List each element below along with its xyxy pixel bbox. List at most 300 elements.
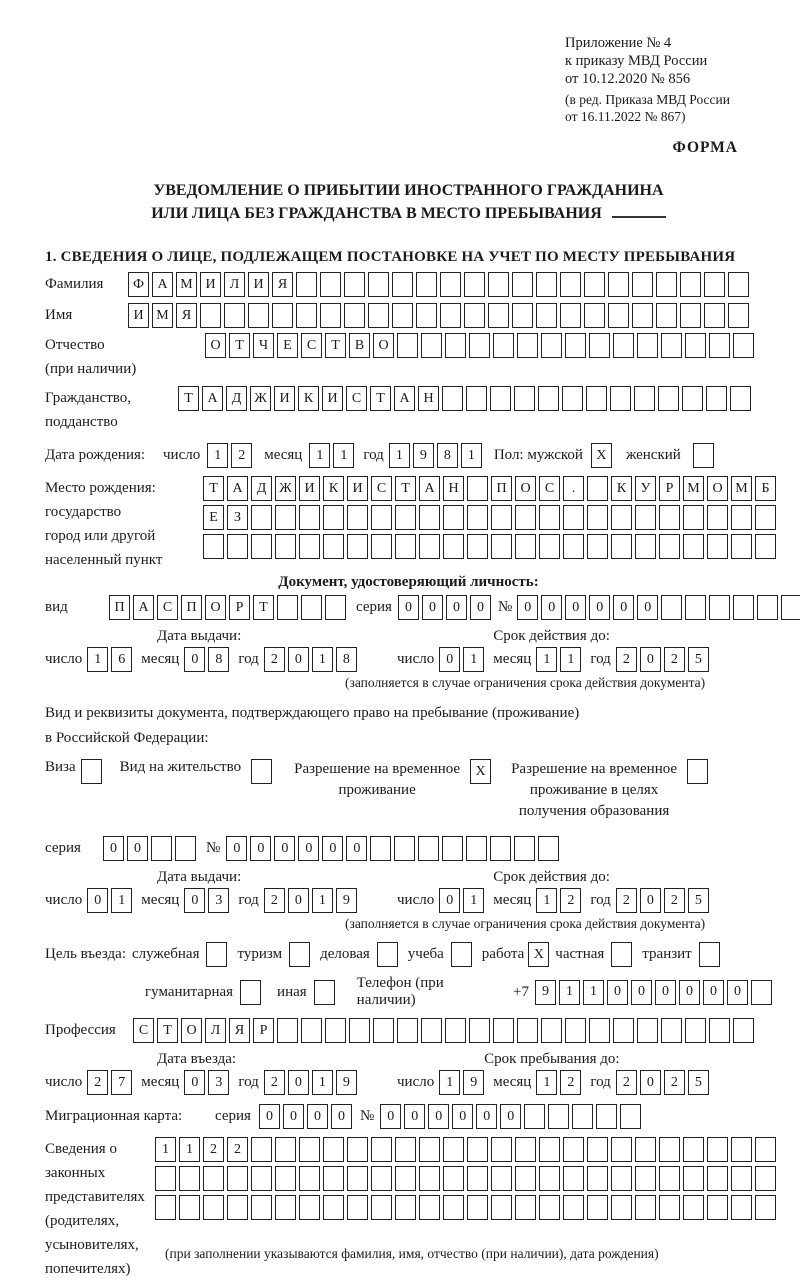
form-cell: Т: [370, 386, 391, 411]
form-cell: И: [128, 303, 149, 328]
form-cell: [301, 1018, 322, 1043]
form-cell: [370, 836, 391, 861]
form-cell: [371, 1195, 392, 1220]
form-cell: [512, 272, 533, 297]
residence-intro-line2: в Российской Федерации:: [45, 730, 209, 746]
form-cell: 2: [616, 888, 637, 913]
purpose-official-checkbox[interactable]: [206, 942, 227, 967]
purpose-transit-checkbox[interactable]: [699, 942, 720, 967]
form-cell: 0: [288, 1070, 309, 1095]
stay-day[interactable]: [439, 1070, 484, 1095]
form-cell: [685, 333, 706, 358]
form-cell: [395, 505, 416, 530]
residence-intro-line1: Вид и реквизиты документа, подтверждающего право на пребывание (проживание): [45, 705, 580, 721]
form-cell: [325, 1018, 346, 1043]
form-cell: С: [301, 333, 322, 358]
residence-permit-label: Вид на жительство: [119, 759, 242, 775]
birth-place-label-4: населенный пункт: [45, 552, 163, 568]
residence-permit-checkbox[interactable]: [251, 759, 272, 784]
form-cell: 0: [613, 595, 634, 620]
residence-valid-year-label: год: [590, 892, 611, 908]
form-cell: И: [200, 272, 221, 297]
section1-heading: 1. СВЕДЕНИЯ О ЛИЦЕ, ПОДЛЕЖАЩЕМ ПОСТАНОВКЕ НА УЧЕТ ПО МЕСТУ ПРЕБЫВАНИЯ: [45, 249, 736, 265]
reps-row3-cells[interactable]: [155, 1195, 776, 1220]
form-cell: [757, 595, 778, 620]
form-cell: 0: [470, 595, 491, 620]
form-cell: [392, 272, 413, 297]
residence-number-cells[interactable]: [226, 836, 559, 861]
form-cell: [416, 303, 437, 328]
purpose-opt-tourism: туризм: [237, 946, 283, 962]
form-cell: 0: [476, 1104, 497, 1129]
temp-permit-checkbox[interactable]: X: [470, 759, 491, 784]
edu-permit-label-3: получения образования: [518, 803, 670, 819]
residence-issue-day[interactable]: [87, 888, 132, 913]
form-cell: [589, 1018, 610, 1043]
form-cell: [517, 333, 538, 358]
form-cell: [323, 505, 344, 530]
form-cell: [347, 1166, 368, 1191]
reps-label-1: Сведения о: [45, 1141, 117, 1157]
form-cell: [299, 1166, 320, 1191]
form-cell: [248, 303, 269, 328]
form-cell: О: [707, 476, 728, 501]
form-cell: 1: [536, 888, 557, 913]
profession-cells[interactable]: [133, 1018, 754, 1043]
form-cell: [469, 333, 490, 358]
title-blank-line: [612, 204, 666, 218]
form-cell: А: [419, 476, 440, 501]
residence-series-cells[interactable]: [103, 836, 196, 861]
form-cell: 2: [264, 1070, 285, 1095]
form-cell: [203, 1195, 224, 1220]
sex-female-label: женский: [625, 447, 681, 463]
form-cell: [419, 505, 440, 530]
form-cell: [635, 534, 656, 559]
amend-line-2: от 16.11.2022 № 867): [565, 109, 686, 124]
form-cell: [539, 1166, 560, 1191]
profession-label: Профессия: [45, 1022, 116, 1038]
form-cell: [251, 1195, 272, 1220]
residence-options-row: [45, 759, 772, 822]
form-cell: [611, 1166, 632, 1191]
form-cell: [683, 1166, 704, 1191]
form-cell: [224, 303, 245, 328]
purpose-label: Цель въезда:: [45, 946, 126, 962]
form-cell: [611, 534, 632, 559]
stay-day-label: число: [397, 1074, 435, 1090]
ref-line-1: Приложение № 4: [565, 35, 672, 51]
birth-place-row1-cells[interactable]: [203, 476, 776, 501]
form-cell: А: [227, 476, 248, 501]
form-cell: 0: [727, 980, 748, 1005]
form-cell: [227, 1195, 248, 1220]
phone-prefix: +7: [513, 983, 529, 1000]
form-cell: 0: [307, 1104, 328, 1129]
form-cell: [730, 386, 751, 411]
form-cell: [728, 272, 749, 297]
form-cell: А: [152, 272, 173, 297]
form-cell: [371, 1166, 392, 1191]
form-cell: [661, 333, 682, 358]
form-cell: [517, 1018, 538, 1043]
form-cell: [536, 272, 557, 297]
form-cell: Л: [205, 1018, 226, 1043]
form-cell: И: [248, 272, 269, 297]
purpose-humanitarian-checkbox[interactable]: [240, 980, 261, 1005]
form-cell: 2: [264, 647, 285, 672]
form-cell: 2: [664, 647, 685, 672]
doc-number-cells[interactable]: [517, 595, 800, 620]
birth-place-row2-cells[interactable]: [203, 505, 776, 530]
form-cell: [563, 534, 584, 559]
form-cell: [683, 534, 704, 559]
form-cell: [272, 303, 293, 328]
residence-issue-year[interactable]: [264, 888, 357, 913]
form-cell: [347, 534, 368, 559]
form-cell: [296, 303, 317, 328]
purpose-opt-other: иная: [277, 983, 307, 1000]
doc-series-cells[interactable]: [398, 595, 491, 620]
form-cell: С: [371, 476, 392, 501]
form-cell: Р: [229, 595, 250, 620]
residence-valid-year[interactable]: [616, 888, 709, 913]
form-cell: [275, 505, 296, 530]
form-cell: П: [181, 595, 202, 620]
birth-month-cells[interactable]: [309, 443, 354, 468]
form-cell: 0: [404, 1104, 425, 1129]
form-cell: [275, 1166, 296, 1191]
form-cell: 0: [250, 836, 271, 861]
form-cell: И: [347, 476, 368, 501]
identity-issue-day[interactable]: [87, 647, 132, 672]
form-cell: [707, 534, 728, 559]
edu-permit-option: [511, 759, 708, 822]
form-cell: [467, 1195, 488, 1220]
citizenship-label-2: подданство: [45, 414, 118, 430]
form-cell: 2: [560, 888, 581, 913]
form-cell: [731, 1195, 752, 1220]
form-cell: Ж: [250, 386, 271, 411]
form-cell: [397, 333, 418, 358]
edu-permit-checkbox[interactable]: [687, 759, 708, 784]
form-cell: 0: [500, 1104, 521, 1129]
purpose-other-checkbox[interactable]: [314, 980, 335, 1005]
form-cell: [203, 1166, 224, 1191]
form-cell: 0: [298, 836, 319, 861]
birth-day-cells[interactable]: [207, 443, 252, 468]
form-cell: [277, 1018, 298, 1043]
form-cell: Т: [325, 333, 346, 358]
form-cell: Р: [253, 1018, 274, 1043]
form-cell: 1: [155, 1137, 176, 1162]
given-name-row: [45, 303, 772, 328]
given-name-label: Имя: [45, 307, 73, 323]
form-cell: [419, 1195, 440, 1220]
visa-label: Виза: [45, 759, 76, 775]
form-cell: [467, 534, 488, 559]
form-cell: 1: [559, 980, 580, 1005]
identity-valid-month-label: месяц: [493, 651, 532, 667]
residence-valid-day-label: число: [397, 892, 435, 908]
form-cell: [203, 534, 224, 559]
form-cell: [179, 1166, 200, 1191]
entry-dates-head: [45, 1051, 772, 1068]
migration-card-row: [45, 1104, 772, 1129]
form-cell: [445, 333, 466, 358]
form-cell: [755, 1195, 776, 1220]
form-cell: [587, 476, 608, 501]
form-cell: Н: [443, 476, 464, 501]
form-cell: 1: [583, 980, 604, 1005]
purpose-opt-humanitarian: гуманитарная: [145, 983, 234, 1000]
purpose-row: [45, 942, 772, 967]
form-cell: [421, 333, 442, 358]
form-cell: [709, 333, 730, 358]
doc-kind-cells[interactable]: [109, 595, 346, 620]
purpose-tourism-checkbox[interactable]: [289, 942, 310, 967]
form-cell: [536, 303, 557, 328]
form-cell: Ж: [275, 476, 296, 501]
stay-month-label: месяц: [493, 1074, 532, 1090]
form-cell: [539, 534, 560, 559]
form-cell: [493, 1018, 514, 1043]
ref-line-3: от 10.12.2020 № 856: [565, 71, 691, 87]
birth-place-label-1: Место рождения:: [45, 480, 156, 496]
form-cell: [320, 272, 341, 297]
form-cell: [659, 1137, 680, 1162]
identity-valid-month[interactable]: [536, 647, 581, 672]
residence-permit-option: [120, 759, 272, 784]
form-cell: [464, 303, 485, 328]
identity-valid-day[interactable]: [439, 647, 484, 672]
identity-valid-heading: Срок действия до:: [493, 628, 610, 644]
form-cell: [514, 386, 535, 411]
form-cell: С: [157, 595, 178, 620]
form-cell: 1: [461, 443, 482, 468]
residence-series-row: [45, 836, 772, 861]
visa-checkbox[interactable]: [81, 759, 102, 784]
form-cell: [685, 595, 706, 620]
form-cell: [635, 505, 656, 530]
birth-month-label: месяц: [264, 447, 303, 463]
form-cell: [368, 303, 389, 328]
order-reference: [565, 34, 772, 125]
form-cell: [524, 1104, 545, 1129]
form-cell: У: [635, 476, 656, 501]
citizenship-cells[interactable]: [178, 386, 751, 411]
reps-row2-cells[interactable]: [155, 1166, 776, 1191]
sex-male-checkbox[interactable]: X: [591, 443, 612, 468]
form-cell: [227, 1166, 248, 1191]
form-cell: 1: [389, 443, 410, 468]
form-cell: И: [274, 386, 295, 411]
visa-option: [45, 759, 102, 784]
form-cell: [175, 836, 196, 861]
form-cell: 0: [288, 647, 309, 672]
profession-row: [45, 1018, 772, 1043]
form-cell: М: [152, 303, 173, 328]
form-cell: [539, 1137, 560, 1162]
form-cell: [371, 505, 392, 530]
entry-day[interactable]: [87, 1070, 132, 1095]
form-cell: С: [539, 476, 560, 501]
form-cell: 0: [637, 595, 658, 620]
form-cell: [394, 836, 415, 861]
forma-label: ФОРМА: [672, 139, 738, 156]
residence-valid-month[interactable]: [536, 888, 581, 913]
form-cell: 1: [536, 1070, 557, 1095]
form-cell: [682, 386, 703, 411]
reps-note: (при заполнении указываются фамилия, имя, отчество (при наличии), дата рождения): [165, 1246, 659, 1261]
form-cell: [731, 1166, 752, 1191]
form-cell: 7: [111, 1070, 132, 1095]
form-cell: [548, 1104, 569, 1129]
form-cell: [371, 534, 392, 559]
form-cell: О: [373, 333, 394, 358]
purpose-private-checkbox[interactable]: [611, 942, 632, 967]
birth-place-label-2: государство: [45, 504, 122, 520]
form-cell: [467, 1166, 488, 1191]
form-cell: О: [205, 595, 226, 620]
form-cell: [611, 505, 632, 530]
form-cell: И: [322, 386, 343, 411]
form-cell: [512, 303, 533, 328]
entry-year[interactable]: [264, 1070, 357, 1095]
form-cell: 0: [184, 647, 205, 672]
form-cell: Т: [178, 386, 199, 411]
form-cell: 9: [413, 443, 434, 468]
form-cell: Я: [229, 1018, 250, 1043]
identity-issue-year[interactable]: [264, 647, 357, 672]
surname-cells[interactable]: [128, 272, 749, 297]
form-cell: [608, 303, 629, 328]
identity-dates-head: [45, 628, 772, 645]
residence-issue-month[interactable]: [184, 888, 229, 913]
form-cell: 0: [565, 595, 586, 620]
form-cell: А: [202, 386, 223, 411]
ref-line-2: к приказу МВД России: [565, 53, 708, 69]
form-cell: 5: [688, 1070, 709, 1095]
doc-kind-label: вид: [45, 599, 68, 615]
form-cell: [538, 836, 559, 861]
form-cell: 8: [208, 647, 229, 672]
phone-cells[interactable]: [535, 980, 772, 1005]
form-cell: 0: [288, 888, 309, 913]
form-cell: [490, 836, 511, 861]
form-cell: Ч: [253, 333, 274, 358]
purpose-work-checkbox[interactable]: X: [528, 942, 549, 967]
form-cell: [395, 534, 416, 559]
form-cell: Т: [253, 595, 274, 620]
form-cell: [781, 595, 800, 620]
identity-dates-row: [45, 647, 772, 672]
form-cell: [467, 476, 488, 501]
form-cell: [299, 1137, 320, 1162]
form-cell: [613, 333, 634, 358]
sex-female-checkbox[interactable]: [693, 443, 714, 468]
form-cell: [514, 836, 535, 861]
form-cell: [610, 386, 631, 411]
birth-year-cells[interactable]: [389, 443, 482, 468]
stay-month[interactable]: [536, 1070, 581, 1095]
residence-dates-row: [45, 888, 772, 913]
form-cell: [371, 1137, 392, 1162]
given-name-cells[interactable]: [128, 303, 749, 328]
residence-issue-heading: Дата выдачи:: [157, 869, 242, 885]
entry-month[interactable]: [184, 1070, 229, 1095]
form-cell: 2: [616, 647, 637, 672]
form-cell: [155, 1166, 176, 1191]
form-cell: 1: [309, 443, 330, 468]
form-cell: [491, 534, 512, 559]
form-cell: [490, 386, 511, 411]
form-cell: [572, 1104, 593, 1129]
form-cell: 6: [111, 647, 132, 672]
residence-valid-day[interactable]: [439, 888, 484, 913]
form-cell: М: [731, 476, 752, 501]
form-cell: 3: [208, 1070, 229, 1095]
form-cell: Я: [272, 272, 293, 297]
form-cell: [440, 303, 461, 328]
form-cell: [488, 303, 509, 328]
purpose-business-checkbox[interactable]: [377, 942, 398, 967]
form-cell: [637, 333, 658, 358]
form-cell: 9: [336, 888, 357, 913]
form-cell: [731, 1137, 752, 1162]
residence-dates-head: [45, 869, 772, 886]
birth-year-label: год: [363, 447, 384, 463]
purpose-opt-study: учеба: [407, 946, 444, 962]
migration-series-cells[interactable]: [259, 1104, 352, 1129]
identity-valid-year[interactable]: [616, 647, 709, 672]
form-cell: 1: [179, 1137, 200, 1162]
identity-doc-row: [45, 595, 772, 620]
form-cell: [709, 1018, 730, 1043]
form-cell: [323, 1166, 344, 1191]
form-cell: П: [491, 476, 512, 501]
form-cell: [299, 1195, 320, 1220]
purpose-row-2: [45, 975, 772, 1009]
form-cell: [560, 272, 581, 297]
residence-issue-year-label: год: [238, 892, 259, 908]
birth-place-block: [45, 476, 772, 572]
reps-row1-cells[interactable]: [155, 1137, 776, 1162]
patronymic-cells[interactable]: [205, 333, 754, 358]
form-cell: В: [349, 333, 370, 358]
form-cell: 0: [541, 595, 562, 620]
entry-month-label: месяц: [141, 1074, 180, 1090]
form-cell: [347, 505, 368, 530]
migration-number-cells[interactable]: [380, 1104, 641, 1129]
purpose-study-checkbox[interactable]: [451, 942, 472, 967]
form-cell: [683, 505, 704, 530]
doc-series-label: серия: [356, 599, 392, 615]
migration-series-label: серия: [215, 1108, 251, 1124]
form-cell: [251, 1166, 272, 1191]
form-cell: 1: [207, 443, 228, 468]
identity-doc-heading: Документ, удостоверяющий личность:: [278, 574, 539, 590]
form-cell: Ф: [128, 272, 149, 297]
birth-place-row3-cells[interactable]: [203, 534, 776, 559]
form-cell: О: [515, 476, 536, 501]
form-cell: [731, 505, 752, 530]
form-cell: 1: [536, 647, 557, 672]
patronymic-label-2: (при наличии): [45, 361, 137, 377]
form-cell: [632, 303, 653, 328]
stay-year[interactable]: [616, 1070, 709, 1095]
identity-issue-month[interactable]: [184, 647, 229, 672]
